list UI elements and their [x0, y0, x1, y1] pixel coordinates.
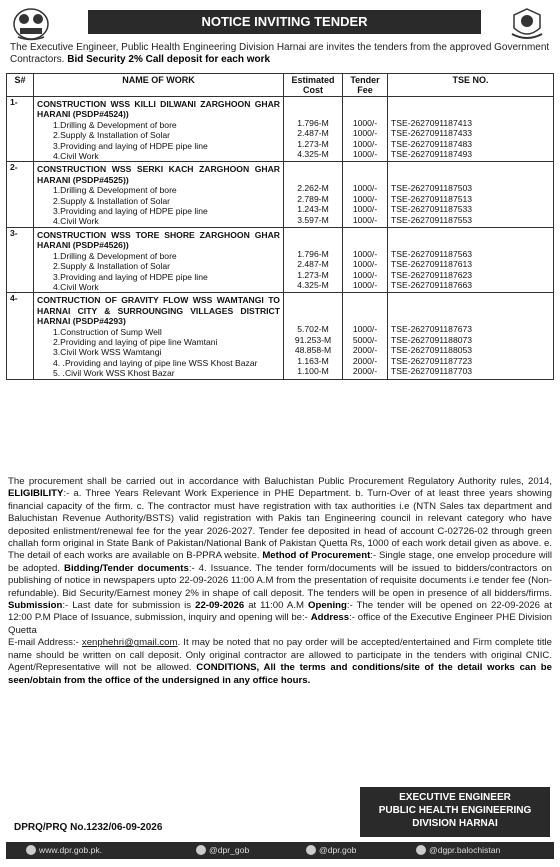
work-item-tse: TSE-2627091187703: [391, 365, 473, 376]
work-item-cost: 2.487-M: [297, 259, 329, 270]
work-item-name: 5. .Civil Work WSS Khost Bazar: [53, 368, 175, 379]
work-item-cost: 2.262-M: [297, 183, 329, 194]
work-fee-cell: [343, 162, 388, 227]
method-label: Method of Procurement: [262, 550, 371, 562]
work-item-cost: 3.597-M: [297, 214, 329, 225]
work-name-cell: [34, 97, 284, 162]
conditions-label: CONDITIONS: [196, 662, 257, 674]
work-item-fee: 1000/-: [352, 118, 378, 128]
work-item-fee: 1000/-: [352, 183, 378, 194]
work-sno: 3-: [7, 227, 34, 292]
work-item-cost: 1.796-M: [297, 248, 329, 259]
signature-title: EXECUTIVE ENGINEER: [399, 792, 511, 803]
work-item-tse: TSE-2627091187483: [391, 138, 473, 149]
work-cost-cell: [284, 162, 343, 227]
works-table: [6, 73, 554, 380]
work-item-tse: TSE-2627091187563: [391, 248, 473, 259]
col-sno: S#: [7, 74, 34, 97]
footer-social-3[interactable]: @dgpr.balochistan: [416, 842, 500, 859]
work-sno: 1-: [7, 97, 34, 162]
work-item-name: 1.Drilling & Development of bore: [53, 185, 177, 196]
footer-social-2[interactable]: @dpr.gob: [306, 842, 356, 859]
work-item-fee: 1000/-: [352, 204, 378, 215]
work-item-name: 1.Construction of Sump Well: [53, 326, 162, 337]
work-item-name: 4.Civil Work: [53, 281, 99, 292]
address-text: :- office of the Executive Engineer PHE Division Quetta: [8, 612, 552, 636]
work-item-tse: TSE-2627091187673: [391, 324, 473, 335]
work-tse-cell: [388, 293, 554, 379]
balochistan-emblem-icon: [508, 6, 546, 42]
work-item-name: 4.Civil Work: [53, 151, 99, 162]
work-item-name: 3.Providing and laying of HDPE pipe line: [53, 271, 208, 282]
work-item-tse: TSE-2627091187553: [391, 214, 473, 225]
work-item-name: 3.Providing and laying of HDPE pipe line: [53, 140, 208, 151]
work-item-fee: 1000/-: [352, 149, 378, 160]
submission-text: :- Last date for submission is: [62, 600, 192, 612]
globe-icon: [26, 845, 36, 855]
email-link[interactable]: xenphehri@gmail.com: [81, 637, 178, 649]
work-item-cost: 2.487-M: [297, 128, 329, 139]
work-item-cost: 1.100-M: [297, 365, 329, 376]
email-label: E-mail Address:-: [8, 637, 79, 649]
notice-title: NOTICE INVITING TENDER: [88, 10, 481, 34]
work-item-fee: 5000/-: [352, 334, 378, 345]
work-name-cell: [34, 227, 284, 292]
col-tender-fee: Tender Fee: [343, 74, 388, 97]
government-emblem-icon: [12, 6, 50, 42]
work-item-name: 3.Providing and laying of HDPE pipe line: [53, 206, 208, 217]
col-estimated-cost: Estimated Cost: [284, 74, 343, 97]
eligibility-label: ELIGIBILITY: [8, 488, 64, 500]
work-item-fee: 1000/-: [352, 280, 378, 291]
work-item-tse: TSE-2627091187493: [391, 149, 473, 160]
work-item-name: 1.Drilling & Development of bore: [53, 250, 177, 261]
address-label: Address: [310, 612, 350, 624]
signature-department: PUBLIC HEALTH ENGINEERING: [378, 805, 532, 816]
work-tse-cell: [388, 97, 554, 162]
signature-block: [360, 787, 550, 837]
works-table-body: [7, 97, 554, 380]
payment-note: . It may be noted that no pay order will be accepted/entertained and Firm complete title name should be written on call deposit. Only original contractor are allowed to participate in the tenders with original CNIC. Agent/Representative will not be allowed.: [8, 637, 553, 674]
work-cost-cell: [284, 97, 343, 162]
work-fee-cell: [343, 227, 388, 292]
work-fee-cell: [343, 293, 388, 379]
work-item-tse: TSE-2627091188073: [391, 334, 473, 345]
work-item-cost: 1.796-M: [297, 118, 329, 128]
submission-label: Submission: [8, 600, 63, 612]
work-item-name: 2.Providing and laying of pipe line Wamtani: [53, 336, 218, 347]
footer-website[interactable]: www.dpr.gob.pk.: [26, 842, 102, 859]
work-item-cost: 2.789-M: [297, 193, 329, 204]
col-name-of-work: NAME OF WORK: [34, 74, 284, 97]
work-item-cost: 48.858-M: [294, 345, 332, 356]
work-item-name: 1.Drilling & Development of bore: [53, 119, 177, 130]
terms-paragraph: [8, 476, 552, 687]
work-item-name: 2.Supply & Installation of Solar: [53, 130, 171, 141]
footer-bar: [6, 842, 554, 859]
work-item-tse: TSE-2627091187613: [391, 259, 473, 270]
work-item-tse: TSE-2627091187623: [391, 269, 473, 280]
work-cost-cell: [284, 227, 343, 292]
procurement-text: The procurement shall be carried out in accordance with Baluchistan Public Procurement Regulatory Authority rules, 2014,: [8, 476, 552, 487]
work-item-name: 4.Civil Work: [53, 216, 99, 227]
opening-label: Opening: [308, 600, 347, 612]
work-item-tse: TSE-2627091187533: [391, 204, 473, 215]
work-item-name: 4. .Providing and laying of pipe line WSS Khost Bazar: [53, 357, 258, 368]
signature-division: DIVISION HARNAI: [412, 818, 498, 829]
work-item-cost: 1.163-M: [297, 355, 329, 366]
work-item-fee: 1000/-: [352, 324, 378, 335]
work-item-cost: 91.253-M: [294, 334, 332, 345]
submission-time: at 11:00 A.M: [248, 600, 304, 612]
work-sno: 2-: [7, 162, 34, 227]
footer-social-1[interactable]: @dpr_gob: [196, 842, 249, 859]
work-name-cell: [34, 293, 284, 379]
work-title: CONTRUCTION OF GRAVITY FLOW WSS WAMTANGI TO HARNAI CITY & SURROUNGING VILLAGES DISTRICT HARNAI (PSDP#4293): [37, 295, 280, 327]
notice-header: [6, 4, 554, 44]
work-item-fee: 1000/-: [352, 193, 378, 204]
work-item-tse: TSE-2627091187723: [391, 355, 473, 366]
work-item-tse: TSE-2627091187413: [391, 118, 473, 128]
work-item-name: 3.Civil Work WSS Wamtangi: [53, 347, 162, 358]
instagram-icon: [416, 845, 426, 855]
twitter-icon: [196, 845, 206, 855]
work-item-fee: 1000/-: [352, 128, 378, 139]
eligibility-text: :- a. Three Years Relevant Work Experience in PHE Department. b. Turn-Over of at least three years showing financial capacity of the firm. c. The contractor must have registration with tax authorities i.e (NTN Sales tax department and Baluchistan Revenue Authority/BSTS) valid registration with Pakis tan Engineering council in relevant category who have deposited enlistment/renewal fee for the year 2026-2027. Tender fee deposited in head of account C-02726-02 through green challah form original in State Bank of Pakistan/National Bank of Pakistan Quetta Rs, 1000 of each work detail given as above. e. The detail of each works are available on B-PPRA website.: [8, 488, 552, 562]
work-tse-cell: [388, 162, 554, 227]
facebook-icon: [306, 845, 316, 855]
work-sno: 4-: [7, 293, 34, 379]
method-text: :- Single stage, one envelop procedure will be adopted.: [8, 550, 553, 574]
work-row: [7, 97, 554, 162]
work-row: [7, 293, 554, 379]
bidding-text: :- 4. Issuance. The tender form/documents will be issued to bidders/contractors on publishing of notice in newspapers upto 22-09-2026 11:00 A.M from the presentation of requisite documents i.e tender fee (Non-refundable). Bid Security/Earnest money 2% in shape of call deposit. The tenders will be open in presence of all bidders/firms.: [8, 562, 552, 599]
work-title: CONSTRUCTION WSS TORE SHORE ZARGHOON GHAR HARANI (PSDP#4526)): [37, 229, 280, 251]
dpr-reference: DPRQ/PRQ No.1232/06-09-2026: [14, 822, 163, 833]
work-item-fee: 2000/-: [352, 365, 378, 376]
work-item-cost: 5.702-M: [297, 324, 329, 335]
col-tse-no: TSE NO.: [388, 74, 554, 97]
work-item-cost: 1.273-M: [297, 138, 329, 149]
work-item-cost: 4.325-M: [297, 280, 329, 291]
work-item-tse: TSE-2627091187433: [391, 128, 473, 139]
work-item-fee: 1000/-: [352, 138, 378, 149]
submission-date: 22-09-2026: [195, 600, 245, 612]
work-item-tse: TSE-2627091187503: [391, 183, 473, 194]
intro-paragraph: [10, 42, 550, 66]
intro-text: The Executive Engineer, Public Health Engineering Division Harnai are invites the tenders from the approved Government Contractors.: [10, 42, 550, 65]
bid-security-note: Bid Security 2% Call deposit for each work: [67, 54, 271, 65]
work-item-fee: 2000/-: [352, 345, 378, 356]
work-item-tse: TSE-2627091187663: [391, 280, 473, 291]
work-cost-cell: [284, 293, 343, 379]
work-item-cost: 1.243-M: [297, 204, 329, 215]
work-item-cost: 4.325-M: [297, 149, 329, 160]
work-item-fee: 1000/-: [352, 269, 378, 280]
work-fee-cell: [343, 97, 388, 162]
opening-text: :- The tender will be opened on 22-09-2026 at 12:00 P.M Place of Issuance, submission, inquiry and opening will be:-: [8, 600, 553, 624]
work-title: CONSTRUCTION WSS KILLI DILWANI ZARGHOON GHAR HARANI (PSDP#4524)): [37, 99, 280, 120]
work-item-fee: 2000/-: [352, 355, 378, 366]
bidding-label: Bidding/Tender documents: [64, 562, 189, 574]
table-header-row: [7, 74, 554, 97]
work-tse-cell: [388, 227, 554, 292]
work-item-fee: 1000/-: [352, 214, 378, 225]
work-row: [7, 227, 554, 292]
work-item-name: 2.Supply & Installation of Solar: [53, 195, 171, 206]
work-item-name: 2.Supply & Installation of Solar: [53, 261, 171, 272]
work-name-cell: [34, 162, 284, 227]
work-item-fee: 1000/-: [352, 259, 378, 270]
work-row: [7, 162, 554, 227]
work-item-cost: 1.273-M: [297, 269, 329, 280]
conditions-text: , All the terms and conditions/site of the detail works can be seen/obtain from the office of the undersigned in any office hours.: [8, 662, 552, 686]
work-item-tse: TSE-2627091188053: [391, 345, 473, 356]
work-title: CONSTRUCTION WSS SERKI KACH ZARGHOON GHAR HARANI (PSDP#4525)): [37, 164, 280, 185]
work-item-fee: 1000/-: [352, 248, 378, 259]
work-item-tse: TSE-2627091187513: [391, 193, 473, 204]
